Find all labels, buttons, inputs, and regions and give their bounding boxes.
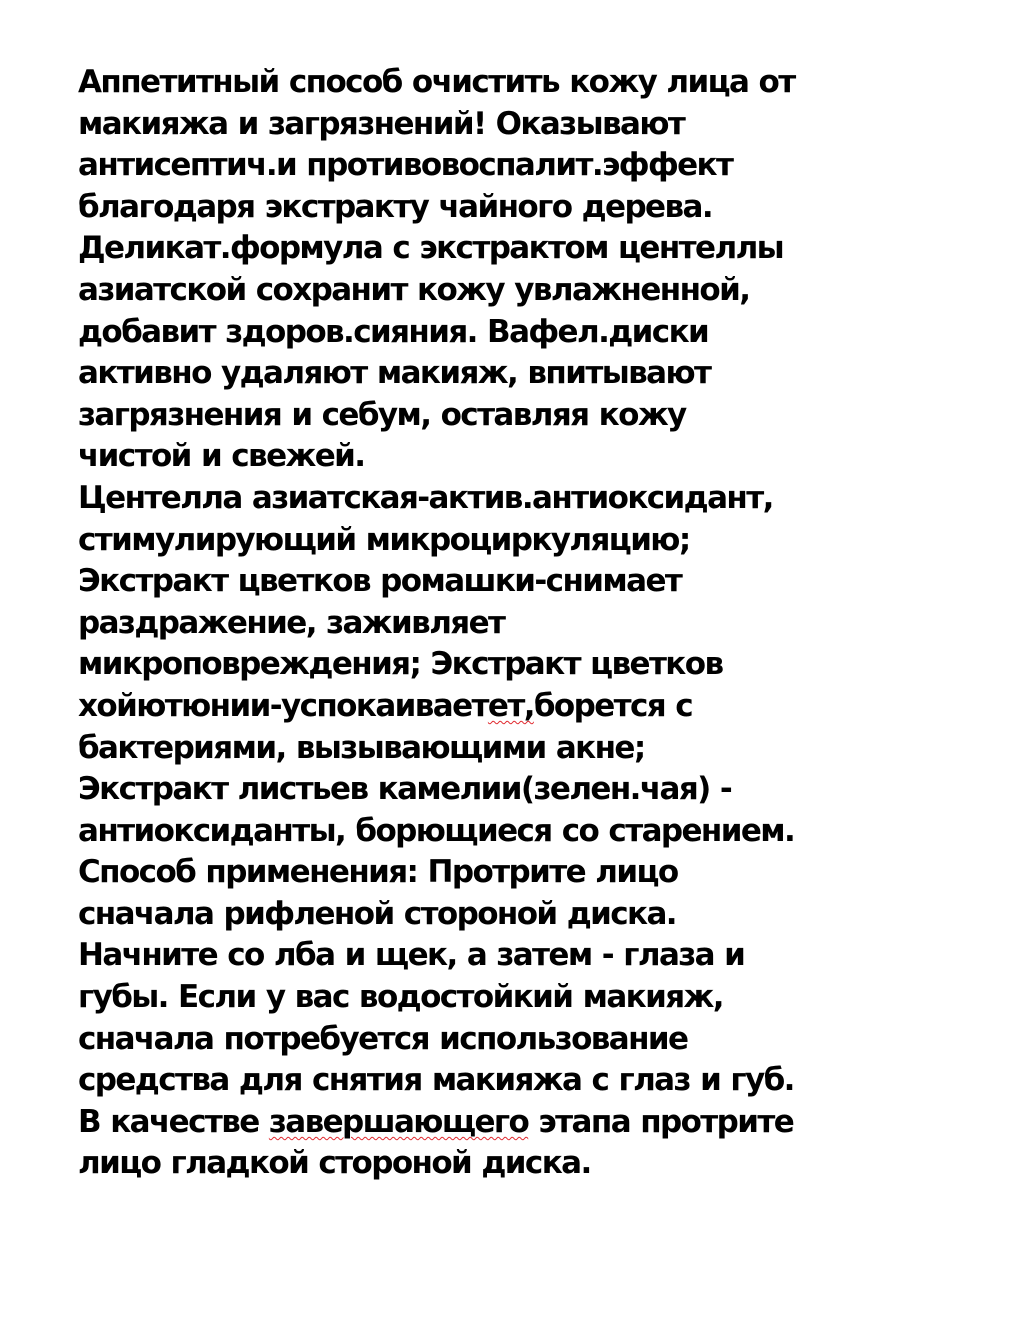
text-line: микроповреждения; Экстракт цветков: [78, 646, 723, 683]
text-line-with-spellcheck: [78, 686, 978, 728]
text-line: лицо гладкой стороной диска.: [78, 1145, 591, 1182]
text-line: раздражение, заживляет: [78, 604, 505, 641]
text-line: антиоксиданты, борющиеся со старением.: [78, 812, 795, 849]
text-line: азиатской сохранит кожу увлажненной,: [78, 271, 750, 308]
document-body: [78, 62, 978, 1185]
text-line: Деликат.формула с экстрактом центеллы: [78, 230, 784, 267]
text-line: макияжа и загрязнений! Оказывают: [78, 105, 685, 142]
text-line: средства для снятия макияжа с глаз и губ.: [78, 1062, 794, 1099]
text-line: благодаря экстракту чайного дерева.: [78, 188, 712, 225]
text-line: антисептич.и противовоспалит.эффект: [78, 147, 733, 184]
line-segment: борется с: [533, 687, 693, 724]
text-line: сначала потребуется использование: [78, 1020, 688, 1057]
text-line-with-spellcheck: [78, 1102, 978, 1144]
text-line: бактериями, вызывающими акне;: [78, 729, 645, 766]
text-line: Экстракт листьев камелии(зелен.чая) -: [78, 771, 732, 808]
text-line: Начните со лба и щек, а затем - глаза и: [78, 937, 745, 974]
misspelled-word[interactable]: завершающего: [268, 1103, 529, 1140]
text-line: активно удаляют макияж, впитывают: [78, 355, 711, 392]
text-line: чистой и свежей.: [78, 438, 365, 475]
text-line: загрязнения и себум, оставляя кожу: [78, 396, 686, 433]
line-segment: этапа протрите: [528, 1103, 794, 1140]
text-line: Аппетитный способ очистить кожу лица от: [78, 64, 795, 100]
text-line: Способ применения: Протрите лицо: [78, 854, 678, 891]
text-line: Экстракт цветков ромашки-снимает: [78, 563, 682, 600]
line-segment: хойютюнии-успокаивает: [78, 687, 488, 724]
line-segment: В качестве: [78, 1103, 269, 1140]
text-line: сначала рифленой стороной диска.: [78, 895, 676, 932]
misspelled-word[interactable]: ет,: [487, 687, 534, 724]
text-line: губы. Если у вас водостойкий макияж,: [78, 979, 723, 1016]
text-line: добавит здоров.сияния. Вафел.диски: [78, 313, 709, 350]
text-line: Центелла азиатская-актив.антиоксидант,: [78, 479, 773, 516]
text-line: стимулирующий микроциркуляцию;: [78, 521, 690, 558]
